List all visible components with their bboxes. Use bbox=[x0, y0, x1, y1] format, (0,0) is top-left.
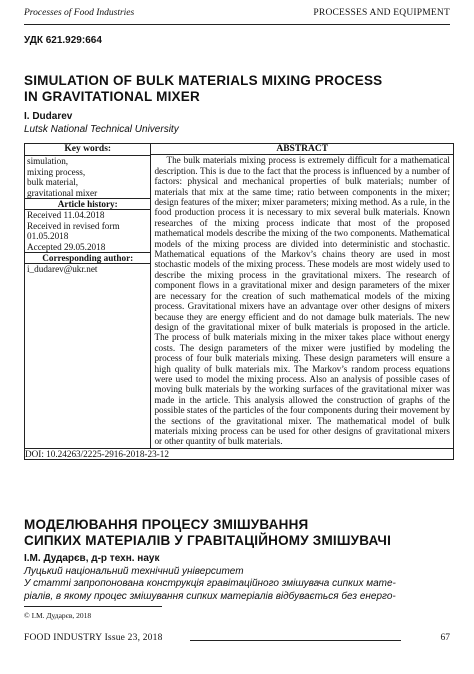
page-number: 67 bbox=[440, 633, 450, 643]
footnote-divider bbox=[24, 606, 162, 607]
ua-abstract-line: У статті запропонована конструкція гравітаційного змішувача сипких мате- bbox=[24, 578, 396, 589]
corresponding-email: i_dudarev@ukr.net bbox=[27, 264, 98, 275]
author-name: I. Dudarev bbox=[24, 111, 73, 122]
abstract-heading: ABSTRACT bbox=[151, 144, 453, 155]
ua-author-name: І.М. Дударєв, д-р техн. наук bbox=[24, 553, 160, 564]
history-item: Received in revised form bbox=[27, 220, 120, 231]
abstract-cell bbox=[151, 144, 454, 449]
ua-article-title-line: МОДЕЛЮВАННЯ ПРОЦЕСУ ЗМІШУВАННЯ bbox=[24, 517, 309, 532]
ua-abstract bbox=[24, 578, 454, 603]
ua-article-title-line: СИПКИХ МАТЕРІАЛІВ У ГРАВІТАЦІЙНОМУ ЗМІШУВАЧІ bbox=[24, 533, 392, 548]
article-title-line: SIMULATION OF BULK MATERIALS MIXING PROCESS bbox=[24, 73, 383, 88]
udc-code: УДК 621.929:664 bbox=[24, 35, 102, 46]
history-item: Received 11.04.2018 bbox=[27, 210, 105, 221]
keyword-item: gravitational mixer bbox=[27, 187, 98, 198]
corresponding-heading: Corresponding author: bbox=[25, 252, 150, 264]
article-info-table bbox=[24, 143, 454, 460]
running-header-section: PROCESSES AND EQUIPMENT bbox=[313, 8, 450, 18]
running-header-journal: Processes of Food Industries bbox=[24, 8, 135, 18]
ua-author-affiliation: Луцький національний технічний університет bbox=[24, 566, 244, 577]
article-title-line: IN GRAVITATIONAL MIXER bbox=[24, 89, 200, 104]
copyright-note: © I.M. Дударєв, 2018 bbox=[24, 611, 92, 620]
ua-article-title bbox=[24, 517, 454, 549]
history-item: 01.05.2018 bbox=[27, 231, 69, 242]
history-item: Accepted 29.05.2018 bbox=[27, 241, 106, 252]
keyword-item: simulation, bbox=[27, 156, 69, 167]
abstract-text: The bulk materials mixing process is extremely difficult for a mathematical description. This is due to the fact that the process is influenced by a number of factors: physical and mechanical properties of bulk materials; number of materials that mix at the same time; ratio between components in the mixer; design features of the mixer; mixer parameters; mixing method. As a rule, in the food production process it is necessary to mix several bulk materials. Known researches of the mixing process indicate that most of the proposed mathematical models describe the mixing of the two components. Mathematical models of the mixing process are divided into deterministic and stochastic. Mathematical equations of the Markov’s chains theory are used in most stochastic models of the mixing process. These models are most widely used to describe the mixing process in the gravitational mixers. The research of component flows in a gravitational mixer and design parameters of the mixer are necessary for the creation of such mathematical models of the mixing process. Gravitational mixers have an advantage over other designs of mixers because they are energy efficient and do not damage bulk materials. The new design of the gravitational mixer of bulk materials is proposed in the article. The process of bulk materials mixing in the mixer takes place without energy costs. The design parameters of the mixer were justified by modeling the process of four bulk materials mixing. These design parameters will ensure a high quality of bulk materials mix. The Markov’s random process equations were used to model the mixing process. Also an analysis of possible cases of moving bulk materials by the working surfaces of the gravitational mixer was made in the article. This analysis allowed the construction of graphs of the possible states of the particles of the four components during their movement by the sections of the gravitational mixer. The mathematical model of bulk materials mixing process can be used for other designs of gravitational mixers or other quantity of bulk materials. bbox=[154, 155, 450, 447]
footer-divider bbox=[190, 640, 401, 641]
article-title bbox=[24, 73, 454, 105]
footer-issue: FOOD INDUSTRY Issue 23, 2018 bbox=[24, 633, 163, 643]
author-affiliation: Lutsk National Technical University bbox=[24, 124, 179, 135]
keywords-heading: Key words: bbox=[25, 144, 150, 156]
history-heading: Article history: bbox=[25, 198, 150, 210]
sidebar-cell bbox=[25, 144, 151, 449]
ua-abstract-line: ріалів, в якому процес змішування сипких матеріалів відбувається без енерго- bbox=[24, 590, 396, 602]
keyword-item: mixing process, bbox=[27, 166, 86, 177]
keyword-item: bulk material, bbox=[27, 177, 79, 188]
doi: DOI: 10.24263/2225-2916-2018-23-12 bbox=[25, 448, 454, 459]
header-divider bbox=[24, 24, 450, 25]
